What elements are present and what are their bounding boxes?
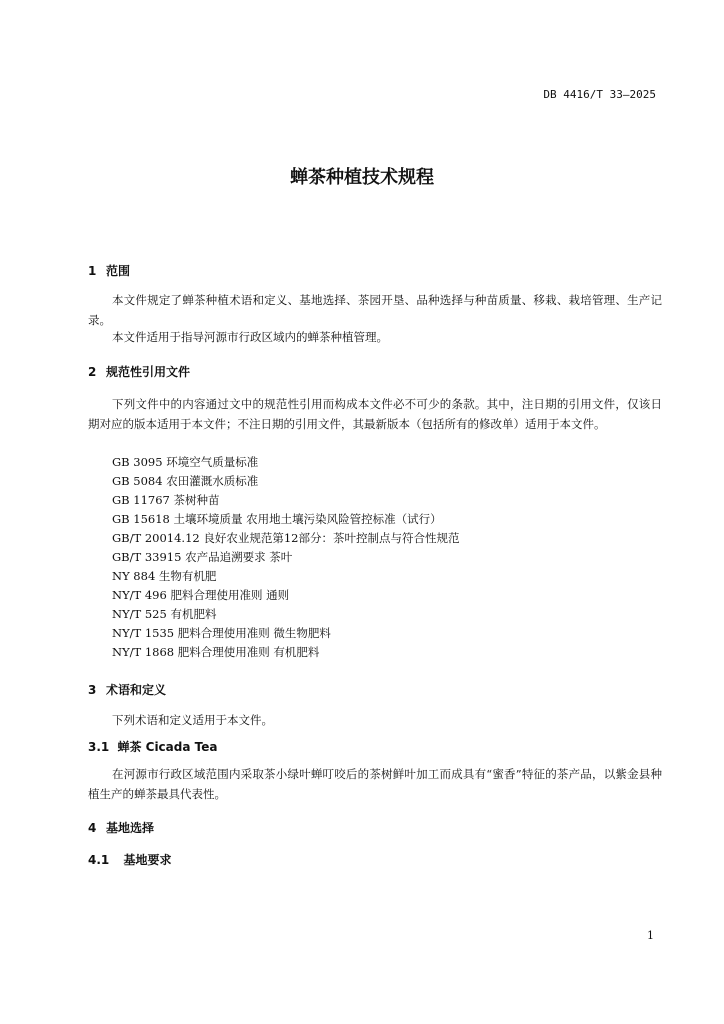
section-title: 术语和定义 [106,683,167,697]
document-title: 蝉茶种植技术规程 [290,167,434,188]
term-definition: 在河源市行政区域范围内采取茶小绿叶蝉叮咬后的茶树鲜叶加工而成具有“蜜香”特征的茶产品，以紫金县种植生产的蝉茶最具代表性。 [88,767,662,801]
reference-item: GB 3095 环境空气质量标准 [112,455,259,469]
section-number: 4 [88,821,97,835]
section-title: 范围 [106,264,131,278]
reference-item: NY/T 496 肥料合理使用准则 通则 [112,588,290,602]
term-title: 蝉茶 Cicada Tea [117,740,218,754]
reference-item: GB 15618 土壤环境质量 农用地土壤污染风险管控标准（试行） [112,512,442,526]
reference-item: NY/T 1535 肥料合理使用准则 微生物肥料 [112,626,331,640]
term-heading [88,738,217,755]
section-title: 规范性引用文件 [106,365,191,379]
reference-item: GB 5084 农田灌溉水质标准 [112,474,259,488]
section-3-heading [88,681,166,698]
reference-item: NY 884 生物有机肥 [112,569,217,583]
subsection-title: 基地要求 [123,853,172,867]
section-title: 基地选择 [106,821,155,835]
page-number: 1 [647,929,654,942]
term-number: 3.1 [88,740,110,754]
subsection-number: 4.1 [88,853,110,867]
section-1-paragraph-2: 本文件适用于指导河源市行政区域内的蝉茶种植管理。 [112,330,388,344]
section-number: 3 [88,683,97,697]
reference-item: GB 11767 茶树种苗 [112,493,220,507]
section-4-heading [88,819,154,836]
reference-item: NY/T 1868 肥料合理使用准则 有机肥料 [112,645,320,659]
section-1-heading [88,262,130,279]
section-number: 1 [88,264,97,278]
section-3-intro: 下列术语和定义适用于本文件。 [112,713,273,727]
subsection-4-1-heading [88,851,171,868]
document-code: DB 4416/T 33—2025 [543,88,656,101]
section-2-intro: 下列文件中的内容通过文中的规范性引用而构成本文件必不可少的条款。其中，注日期的引用文件，仅该日期对应的版本适用于本文件；不注日期的引用文件，其最新版本（包括所有的修改单）适用于本文件。 [88,397,662,431]
section-number: 2 [88,365,97,379]
reference-item: NY/T 525 有机肥料 [112,607,217,621]
section-2-heading [88,363,190,380]
section-1-paragraph-1: 本文件规定了蝉茶种植术语和定义、基地选择、茶园开垦、品种选择与种苗质量、移栽、栽培管理、生产记录。 [88,293,662,327]
reference-item: GB/T 20014.12 良好农业规范第12部分：茶叶控制点与符合性规范 [112,531,460,545]
reference-item: GB/T 33915 农产品追溯要求 茶叶 [112,550,293,564]
